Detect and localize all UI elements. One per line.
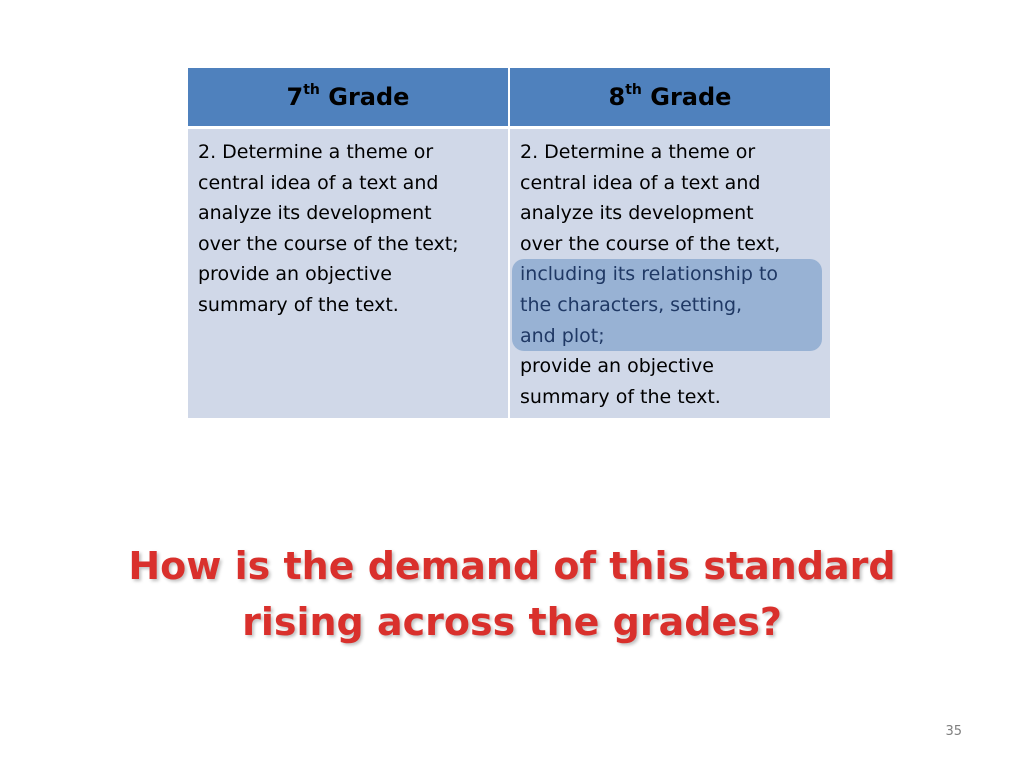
header-grade-7-number: 7 (286, 83, 304, 111)
grade-8-standard-cell (509, 128, 830, 419)
header-grade-8-number: 8 (608, 83, 626, 111)
table-header-row (188, 68, 830, 128)
grade-7-standard-cell (188, 128, 509, 419)
discussion-question: How is the demand of this standard rising across the grades? (128, 544, 896, 644)
header-grade-7-suffix: th (303, 82, 320, 98)
grade-8-standard-text-end: provide an objective summary of the text. (520, 355, 721, 408)
grade-8-standard-text-start: 2. Determine a theme or central idea of a text and analyze its development over the course of the text, (520, 141, 781, 255)
header-grade-7-label: Grade (319, 83, 410, 111)
grade-7-standard-text: 2. Determine a theme or central idea of a text and analyze its development over the course of the text; provide an objective summary of the text. (198, 141, 459, 316)
slide-number: 35 (945, 724, 962, 739)
header-grade-7 (188, 68, 509, 128)
header-grade-8 (509, 68, 830, 128)
standards-comparison-table (188, 68, 830, 418)
header-grade-8-suffix: th (625, 82, 642, 98)
grade-8-highlighted-addition: including its relationship to the characters, setting, and plot; (512, 259, 822, 351)
header-grade-8-label: Grade (641, 83, 732, 111)
table-row (188, 128, 830, 419)
